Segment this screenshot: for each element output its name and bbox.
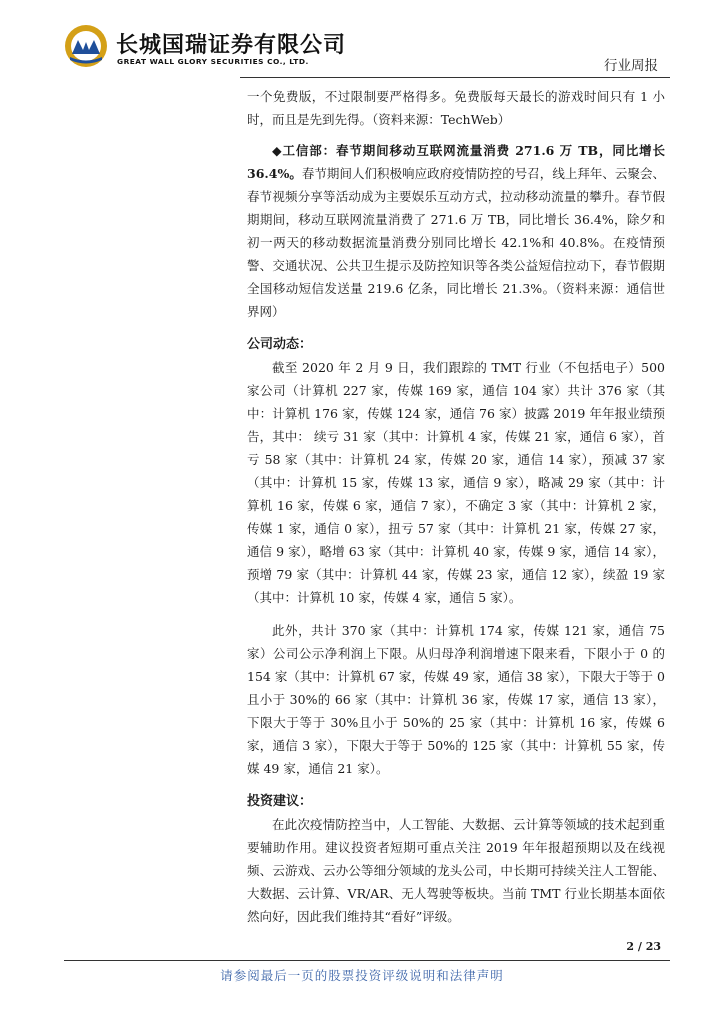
news-headline: ◆工信部：春节期间移动互联网流量消费 271.6 万 TB，同比增长 36.4%。: [247, 143, 665, 181]
report-type-label: 行业周报: [604, 58, 658, 74]
news-body: 春节期间人们积极响应政府疫情防控的号召，线上拜年、云聚会、春节视频分享等活动成为主要娱乐互动方式，拉动移动流量的攀升。春节假期期间，移动互联网流量消费了 271.6 万 TB，同比增长 36.4%，除夕和初一两天的移动数据流量消费分别同比增长 42.1%和 40.8%。在疫情预警、交通状况、公共卫生提示及防控知识等各类公益短信拉动下，春节假期全国移动短信发送量 219.6 亿条，同比增长 21.3%。（资料来源：通信世界网）: [247, 166, 665, 319]
company-name-cn: 长城国瑞证券有限公司: [116, 33, 347, 58]
paragraph-earnings-forecast: 截至 2020 年 2 月 9 日，我们跟踪的 TMT 行业（不包括电子）500 家公司（计算机 227 家，传媒 169 家，通信 104 家）共计 376 家（其中：计算机 176 家，传媒 124 家，通信 76 家）披露 2019 年年报业绩预告，其中： 续亏 31 家（其中：计算机 4 家，传媒 21 家，通信 6 家），首亏 58 家（其中：计算机 24 家，传媒 20 家，通信 14 家），预减 37 家（其中：计算机 15 家，传媒 13 家，通信 9 家），略减 29 家（其中：计算机 16 家，传媒 6 家，通信 7 家），不确定 3 家（其中：计算机 2 家，传媒 1 家，通信 0 家），扭亏 57 家（其中：计算机 21 家，传媒 27 家，通信 9 家），略增 63 家（其中：计算机 40 家，传媒 9 家，通信 14 家），预增 79 家（其中：计算机 44 家，传媒 23 家，通信 12 家），续盈 19 家（其中：计算机 10 家，传媒 4 家，通信 5 家）。: [247, 360, 665, 605]
paragraph-profit-range: 此外，共计 370 家（其中：计算机 174 家，传媒 121 家，通信 75 家）公司公示净利润上下限。从归母净利润增速下限来看，下限小于 0 的 154 家（其中：计算机 67 家，传媒 49 家，通信 38 家），下限大于等于 0 且小于 30%的 66 家（其中：计算机 36 家，传媒 17 家，通信 13 家），下限大于等于 30%且小于 50%的 25 家（其中：计算机 16 家，传媒 6 家，通信 3 家），下限大于等于 50%的 125 家（其中：计算机 55 家，传媒 49 家，通信 21 家）。: [247, 623, 665, 776]
paragraph-investment-advice: 在此次疫情防控当中，人工智能、大数据、云计算等领域的技术起到重要辅助作用。建议投资者短期可重点关注 2019 年年报超预期以及在线视频、云游戏、云办公等细分领域的龙头公司，中长期可持续关注人工智能、大数据、云计算、VR/AR、无人驾驶等板块。当前 TMT 行业长期基本面依然向好，因此我们维持其“看好”评级。: [247, 817, 665, 924]
company-logo-icon: [64, 24, 108, 68]
paragraph-game-free-version: 一个免费版，不过限制要严格得多。免费版每天最长的游戏时间只有 1 小时，而且是先到先得。（资料来源：TechWeb）: [247, 89, 665, 127]
header-divider: [240, 77, 670, 78]
footer-disclaimer: 请参阅最后一页的股票投资评级说明和法律声明: [220, 968, 504, 983]
main-content: [247, 85, 665, 928]
section-title-investment: 投资建议：: [247, 794, 313, 809]
paragraph-miit-traffic: [247, 139, 665, 323]
footer-divider: [64, 960, 670, 961]
page-number: 2 / 23: [626, 940, 661, 953]
page-header: [0, 0, 724, 80]
company-name-en: GREAT WALL GLORY SECURITIES CO., LTD.: [117, 57, 309, 66]
section-title-company: 公司动态：: [247, 337, 313, 352]
